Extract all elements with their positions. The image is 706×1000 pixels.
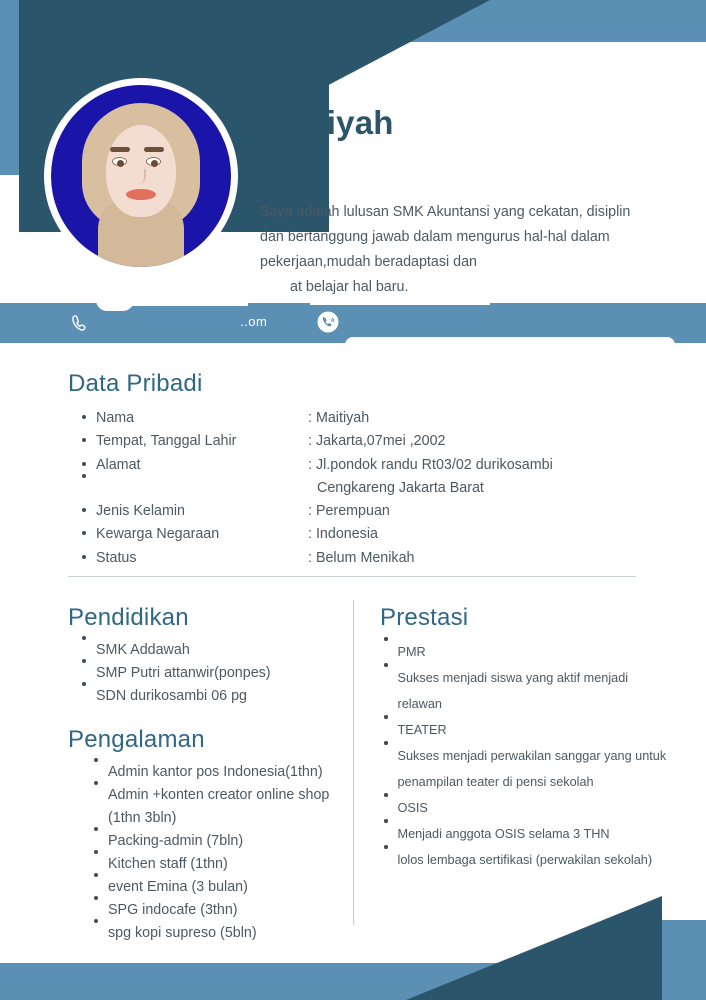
decor-bar-smudge-4 [345, 337, 675, 346]
phone-circle-icon [316, 310, 340, 334]
bullet-icon [82, 636, 86, 640]
bullet-icon [384, 663, 388, 667]
data-label-cell [68, 500, 308, 523]
contact-whatsapp[interactable] [316, 310, 348, 334]
bullet-icon [384, 637, 388, 641]
avatar [44, 78, 238, 274]
data-label-cell [68, 477, 308, 500]
list-item [68, 784, 336, 830]
bullet-icon [82, 415, 86, 419]
list-item-label: Packing-admin (7bln) [108, 833, 244, 849]
pendidikan-list [68, 639, 336, 708]
portrait-illustration [82, 103, 200, 267]
list-item [68, 830, 336, 853]
bullet-icon [94, 896, 98, 900]
bullet-icon [94, 827, 98, 831]
decor-top-left-strip [0, 0, 20, 175]
list-item-label: PMR [397, 645, 426, 659]
section-title-prestasi: Prestasi [380, 604, 469, 631]
decor-bottom-notch [640, 960, 662, 1000]
bullet-icon [384, 741, 388, 745]
column-divider [353, 600, 354, 925]
lips-shape [126, 189, 156, 200]
data-row [68, 430, 656, 453]
data-label: Jenis Kelamin [96, 503, 185, 520]
data-value: : Indonesia [308, 526, 378, 543]
bullet-icon [94, 781, 98, 785]
decor-bottom-triangle [406, 896, 662, 1000]
bullet-icon [384, 793, 388, 797]
bullet-icon [82, 555, 86, 559]
data-label-cell [68, 454, 308, 477]
list-item [380, 821, 670, 847]
data-value: : Maitiyah [308, 410, 370, 426]
data-label: Status [96, 549, 137, 566]
data-label-cell [68, 523, 308, 546]
bullet-icon [384, 845, 388, 849]
list-item-label: Kitchen staff (1thn) [108, 856, 228, 872]
bullet-icon [82, 462, 86, 466]
data-label-cell [68, 407, 308, 430]
list-item-label: SDN durikosambi 06 pg [96, 688, 247, 704]
list-item [380, 743, 670, 795]
bullet-icon [384, 715, 388, 719]
list-item-label: Menjadi anggota OSIS selama 3 THN [397, 827, 610, 841]
pengalaman-list [68, 761, 336, 945]
list-item [68, 662, 336, 685]
prestasi-list [380, 639, 670, 873]
list-item-label: Admin kantor pos Indonesia(1thn) [108, 764, 323, 780]
bullet-icon [94, 850, 98, 854]
data-value: : Belum Menikah [308, 549, 415, 566]
list-item-label: spg kopi supreso (5bln) [108, 925, 257, 941]
contact-email-value: ..om [240, 314, 268, 329]
contact-email[interactable] [240, 314, 267, 329]
bullet-icon [82, 474, 86, 478]
list-item-label: lolos lembaga sertifikasi (perwakilan sekolah) [397, 853, 653, 867]
list-item [68, 853, 336, 876]
summary-line-1: Saya adalah lulusan SMK Akuntansi yang cekatan, [260, 204, 583, 220]
list-item-label: Admin +konten creator online shop (1thn 3bln) [108, 787, 330, 826]
section-title-data-pribadi: Data Pribadi [68, 370, 203, 397]
list-item [380, 639, 670, 665]
eye-left [112, 157, 127, 166]
left-column [68, 604, 336, 945]
bullet-icon [82, 682, 86, 686]
list-item-label: SPG indocafe (3thn) [108, 902, 238, 918]
eyebrow-right [144, 147, 164, 152]
list-item-label: SMK Addawah [96, 642, 190, 658]
eyebrow-left [110, 147, 130, 152]
bullet-icon [94, 919, 98, 923]
bullet-icon [82, 438, 86, 442]
bullet-icon [94, 873, 98, 877]
page-title: Maitiyah [260, 104, 394, 141]
data-label: Tempat, Tanggal Lahir [96, 433, 237, 450]
pupil-right [151, 160, 158, 167]
list-item [380, 795, 670, 821]
decor-top-dark-wedge [300, 0, 490, 100]
contact-phone[interactable] [70, 312, 95, 334]
bullet-icon [94, 758, 98, 762]
list-item [68, 922, 336, 945]
data-value: Cengkareng Jakarta Barat [317, 479, 484, 496]
list-item [380, 665, 670, 717]
data-row [68, 523, 656, 546]
list-item-label: Sukses menjadi siswa yang aktif menjadi relawan [397, 671, 629, 711]
right-column [380, 604, 670, 873]
list-item-label: TEATER [397, 723, 447, 737]
data-label-cell [68, 430, 308, 453]
section-pengalaman [68, 726, 336, 945]
data-row [68, 477, 656, 500]
list-item [68, 761, 336, 784]
list-item-label: Sukses menjadi perwakilan sanggar yang untuk penampilan teater di pensi sekolah [397, 749, 667, 789]
profile-photo [51, 85, 231, 267]
data-row [68, 454, 656, 477]
data-label-cell [68, 547, 308, 570]
bullet-icon [384, 819, 388, 823]
list-item-label: OSIS [397, 801, 428, 815]
list-item [68, 899, 336, 922]
profile-summary [260, 200, 640, 300]
data-row [68, 500, 656, 523]
list-item [380, 847, 670, 873]
bullet-icon [82, 659, 86, 663]
eye-right [146, 157, 161, 166]
data-row [68, 547, 656, 570]
section-title-pengalaman: Pengalaman [68, 726, 205, 753]
data-value: : Jakarta,07mei ,2002 [308, 433, 446, 450]
bullet-icon [82, 508, 86, 512]
list-item-label: SMP Putri attanwir(ponpes) [96, 665, 271, 681]
bullet-icon [82, 531, 86, 535]
list-item [68, 876, 336, 899]
data-label: Alamat [96, 456, 141, 473]
list-item [68, 639, 336, 662]
list-item [380, 717, 670, 743]
phone-handset-icon [70, 312, 87, 334]
list-item [68, 685, 336, 708]
data-label: Kewarga Negaraan [96, 526, 220, 543]
decor-bottom-right-band [660, 920, 706, 1000]
decor-bar-smudge-2 [128, 300, 248, 306]
list-item-label: event Emina (3 bulan) [108, 879, 248, 895]
data-row [68, 407, 656, 430]
data-label: Nama [96, 410, 135, 426]
summary-line-3: hal-hal dalam pekerjaan,mudah beradaptasi dan [260, 229, 610, 270]
summary-line-2: disiplin dan bertanggung jawab dalam mengurus [260, 204, 631, 245]
pupil-left [117, 160, 124, 167]
section-data-pribadi [68, 370, 656, 577]
section-divider [68, 576, 636, 577]
summary-line-4: at belajar hal baru. [290, 279, 409, 295]
section-title-pendidikan: Pendidikan [68, 604, 189, 631]
data-value: : Jl.pondok randu Rt03/02 durikosambi [308, 456, 553, 473]
data-value: : Perempuan [308, 503, 390, 520]
